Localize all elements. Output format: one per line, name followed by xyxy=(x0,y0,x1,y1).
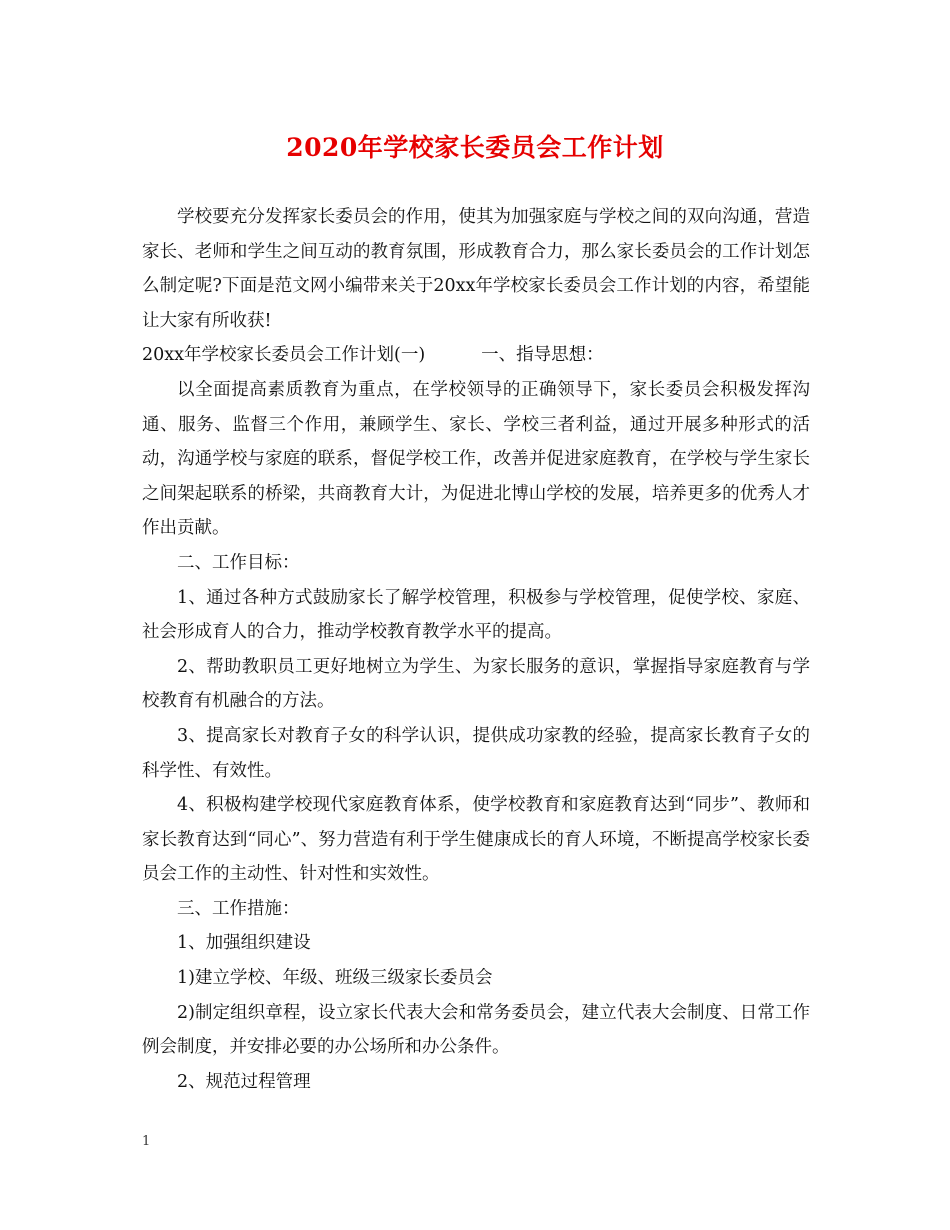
goal-item-3: 3、提高家长对教育子女的科学认识，提供成功家教的经验，提高家长教育子女的科学性、有效性。 xyxy=(142,725,810,781)
measure-item-2: 2、规范过程管理 xyxy=(177,1071,311,1092)
document-body xyxy=(142,200,810,1099)
plan-heading-line xyxy=(142,338,810,373)
document-title: 2020年学校家长委员会工作计划 xyxy=(286,133,664,162)
measure-subitem-2: 2)制定组织章程，设立家长代表大会和常务委员会，建立代表大会制度、日常工作例会制度，并安排必要的办公场所和办公条件。 xyxy=(142,1002,810,1058)
goal-item-2: 2、帮助教职员工更好地树立为学生、为家长服务的意识，掌握指导家庭教育与学校教育有机融合的方法。 xyxy=(142,656,810,712)
guiding-ideology-paragraph: 以全面提高素质教育为重点，在学校领导的正确领导下，家长委员会积极发挥沟通、服务、监督三个作用，兼顾学生、家长、学校三者利益，通过开展多种形式的活动，沟通学校与家庭的联系，督促学校工作，改善并促进家庭教育，在学校与学生家长之间架起联系的桥梁，共商教育大计，为促进北博山学校的发展，培养更多的优秀人才作出贡献。 xyxy=(142,379,810,539)
measure-item-1: 1、加强组织建设 xyxy=(177,933,311,954)
page-number: 1 xyxy=(142,1134,151,1149)
plan-heading: 20xx年学校家长委员会工作计划(一) xyxy=(142,345,426,366)
intro-paragraph: 学校要充分发挥家长委员会的作用，使其为加强家庭与学校之间的双向沟通，营造家长、老师和学生之间互动的教育氛围，形成教育合力，那么家长委员会的工作计划怎么制定呢?下面是范文网小编带来关于20xx年学校家长委员会工作计划的内容，希望能让大家有所收获! xyxy=(142,207,810,331)
goal-item-1: 1、通过各种方式鼓励家长了解学校管理，积极参与学校管理，促使学校、家庭、社会形成育人的合力，推动学校教育教学水平的提高。 xyxy=(142,587,810,643)
section-two-heading: 二、工作目标： xyxy=(177,552,300,573)
section-one-heading: 一、指导思想： xyxy=(481,345,604,366)
section-three-heading: 三、工作措施： xyxy=(177,898,300,919)
measure-subitem-1: 1)建立学校、年级、班级三级家长委员会 xyxy=(177,968,493,989)
goal-item-4: 4、积极构建学校现代家庭教育体系，使学校教育和家庭教育达到“同步”、教师和家长教育达到“同心”、努力营造有利于学生健康成长的育人环境，不断提高学校家长委员会工作的主动性、针对性和实效性。 xyxy=(142,795,810,885)
